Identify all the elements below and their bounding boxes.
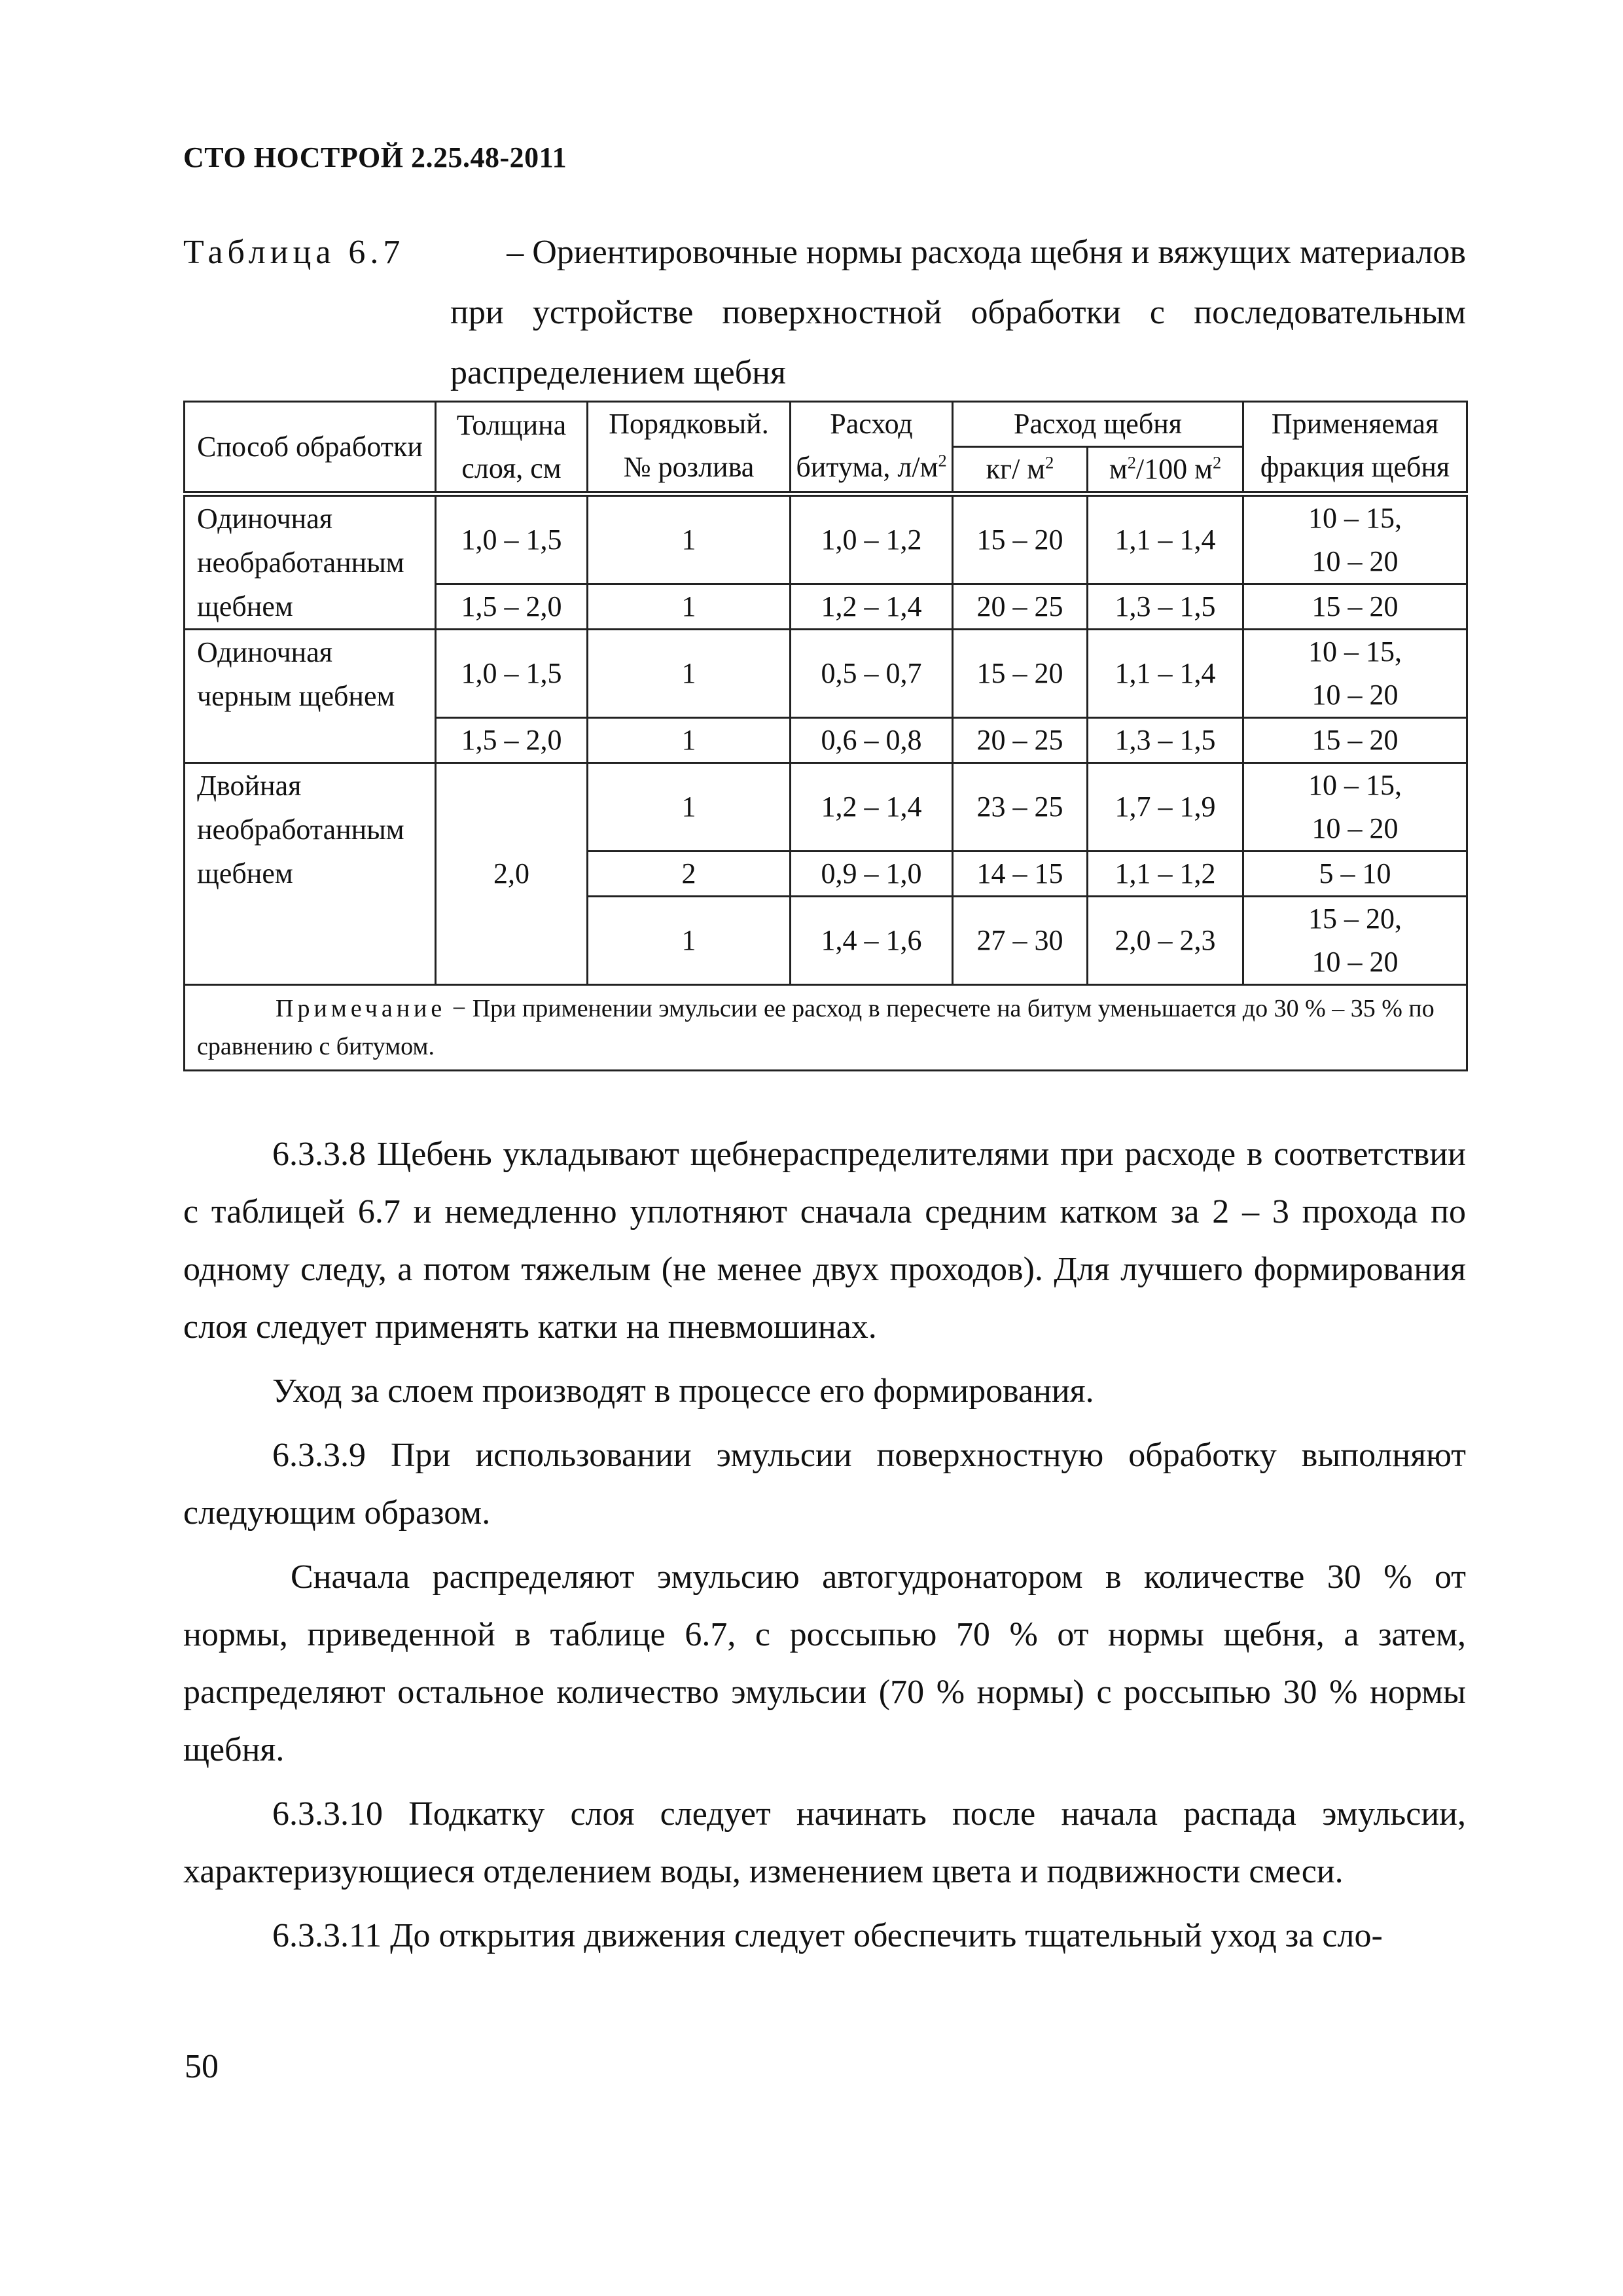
gravel-m2-cell: 1,3 – 1,5 — [1088, 584, 1243, 630]
thickness-cell: 1,0 – 1,5 — [436, 494, 588, 584]
table-row — [185, 494, 1467, 584]
table-note-row — [185, 985, 1467, 1071]
table-caption-title-line3: распределением щебня — [450, 354, 786, 391]
bitumen-cell: 1,2 – 1,4 — [791, 584, 953, 630]
table-note — [185, 985, 1467, 1071]
table-caption — [183, 223, 1466, 403]
note-text: − При применении эмульсии ее расход в пересчете на битум уменьшается до 30 % – 35 % по сравнению с битумом. — [197, 995, 1435, 1060]
fraction-cell — [1243, 494, 1467, 584]
gravel-kg-cell: 23 – 25 — [953, 763, 1088, 852]
gravel-kg-cell: 20 – 25 — [953, 718, 1088, 763]
header-gravel-kg-sup: 2 — [1045, 452, 1054, 473]
header-gravel-m2 — [1088, 447, 1243, 494]
pour-cell: 1 — [588, 494, 791, 584]
fraction-cell: 5 – 10 — [1243, 852, 1467, 897]
paragraph: 6.3.3.11 До открытия движения следует обеспечить тщательный уход за сло- — [272, 1917, 1383, 1954]
gravel-m2-cell: 1,1 – 1,2 — [1088, 852, 1243, 897]
gravel-m2-cell: 1,1 – 1,4 — [1088, 630, 1243, 718]
pour-cell: 1 — [588, 718, 791, 763]
header-gravel-group: Расход щебня — [953, 402, 1243, 447]
fraction-value: 10 – 20 — [1311, 679, 1399, 711]
gravel-m2-cell: 1,1 – 1,4 — [1088, 494, 1243, 584]
thickness-cell: 2,0 — [436, 763, 588, 985]
header-gravel-kg — [953, 447, 1088, 494]
thickness-cell: 1,5 – 2,0 — [436, 718, 588, 763]
page-number: 50 — [185, 2048, 219, 2085]
header-bitumen — [791, 402, 953, 494]
pour-cell: 2 — [588, 852, 791, 897]
gravel-kg-cell: 20 – 25 — [953, 584, 1088, 630]
fraction-cell: 15 – 20 — [1243, 584, 1467, 630]
header-thickness: Толщина слоя, см — [436, 402, 588, 494]
thickness-cell: 1,0 – 1,5 — [436, 630, 588, 718]
paragraph: 6.3.3.10 Подкатку слоя следует начинать после начала распада эмульсии, характеризующиеся отделением воды, изменением цвета и подвижности смеси. — [183, 1795, 1466, 1890]
method-cell: Одиночная черным щебнем — [185, 630, 436, 763]
bitumen-cell: 1,4 – 1,6 — [791, 897, 953, 985]
gravel-kg-cell: 27 – 30 — [953, 897, 1088, 985]
table-caption-title-line2: при устройстве поверхностной обработки с последовательным — [450, 294, 1466, 331]
fraction-value: 10 – 20 — [1311, 545, 1399, 577]
body-text — [183, 1126, 1466, 1965]
consumption-norms-table — [183, 401, 1468, 1071]
bitumen-cell: 1,0 – 1,2 — [791, 494, 953, 584]
paragraph: 6.3.3.9 При использовании эмульсии поверхностную обработку выполняют следующим образом. — [183, 1437, 1466, 1532]
method-cell: Одиночная необработанным щебнем — [185, 494, 436, 630]
fraction-value: 10 – 20 — [1311, 946, 1399, 978]
pour-cell: 1 — [588, 584, 791, 630]
fraction-cell — [1243, 897, 1467, 985]
table-row — [185, 763, 1467, 852]
paragraph: Уход за слоем производят в процессе его формирования. — [272, 1372, 1094, 1410]
gravel-kg-cell: 14 – 15 — [953, 852, 1088, 897]
pour-cell: 1 — [588, 763, 791, 852]
header-gravel-m2-pre: м — [1109, 453, 1128, 485]
thickness-cell: 1,5 – 2,0 — [436, 584, 588, 630]
pour-cell: 1 — [588, 630, 791, 718]
header-gravel-m2-sup: 2 — [1127, 452, 1136, 473]
gravel-kg-cell: 15 – 20 — [953, 494, 1088, 584]
header-bitumen-sup: 2 — [938, 450, 947, 471]
note-label: Примечание — [276, 995, 446, 1022]
header-gravel-m2-mid: /100 м — [1135, 453, 1213, 485]
header-fraction: Применяемая фракция щебня — [1243, 402, 1467, 494]
header-gravel-kg-text: кг/ м — [986, 453, 1046, 485]
pour-cell: 1 — [588, 897, 791, 985]
bitumen-cell: 1,2 – 1,4 — [791, 763, 953, 852]
fraction-cell: 15 – 20 — [1243, 718, 1467, 763]
fraction-cell — [1243, 630, 1467, 718]
header-pour-number: Порядковый. № розлива — [588, 402, 791, 494]
header-bitumen-text: Расход битума, л/м — [796, 408, 938, 483]
paragraph: 6.3.3.8 Щебень укладывают щебнераспределителями при расходе в соответствии с таблицей 6.7 и немедленно уплотняют сначала средним катком за 2 – 3 прохода по одному следу, а потом тяжелым (не менее двух проходов). Для лучшего формирования слоя следует применять катки на пневмошинах. — [183, 1136, 1466, 1346]
gravel-m2-cell: 1,3 – 1,5 — [1088, 718, 1243, 763]
gravel-kg-cell: 15 – 20 — [953, 630, 1088, 718]
fraction-value: 10 – 20 — [1311, 812, 1399, 844]
method-cell: Двойная необработанным щебнем — [185, 763, 436, 985]
table-caption-title-line1: – Ориентировочные нормы расхода щебня и вяжущих материалов — [507, 234, 1466, 271]
header-gravel-m2-sup2: 2 — [1212, 452, 1222, 473]
fraction-value: 10 – 15, — [1308, 769, 1402, 801]
fraction-value: 10 – 15, — [1308, 502, 1402, 534]
table-caption-prefix: Таблица 6.7 — [183, 234, 405, 271]
header-method: Способ обработки — [185, 402, 436, 494]
bitumen-cell: 0,6 – 0,8 — [791, 718, 953, 763]
bitumen-cell: 0,5 – 0,7 — [791, 630, 953, 718]
gravel-m2-cell: 2,0 – 2,3 — [1088, 897, 1243, 985]
document-code-header: СТО НОСТРОЙ 2.25.48-2011 — [183, 141, 567, 173]
fraction-value: 10 – 15, — [1308, 636, 1402, 668]
fraction-cell — [1243, 763, 1467, 852]
table-row — [185, 630, 1467, 718]
bitumen-cell: 0,9 – 1,0 — [791, 852, 953, 897]
paragraph: Сначала распределяют эмульсию автогудронатором в количестве 30 % от нормы, приведенной в таблице 6.7, с россыпью 70 % от нормы щебня, а затем, распределяют остальное количество эмульсии (70 % нормы) с россыпью 30 % нормы щебня. — [183, 1558, 1466, 1768]
gravel-m2-cell: 1,7 – 1,9 — [1088, 763, 1243, 852]
fraction-value: 15 – 20, — [1308, 903, 1402, 935]
